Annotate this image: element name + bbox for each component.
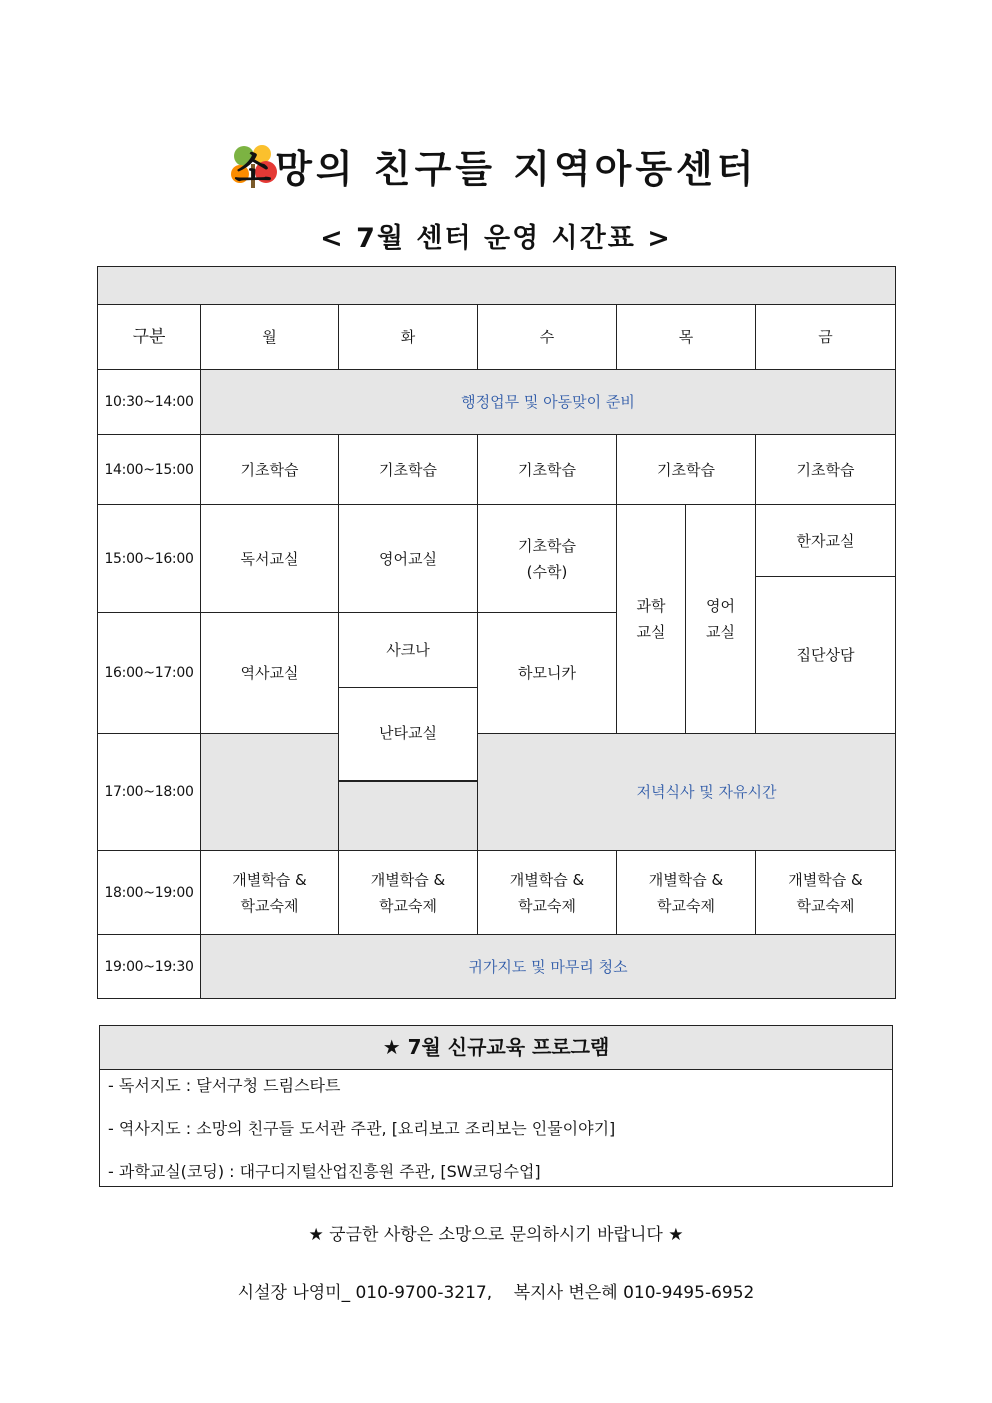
study-line2: 학교숙제 [657,896,715,915]
table-row [98,935,896,999]
time-cell: 10:30~14:00 [98,370,201,435]
header-band [98,267,896,305]
day-fri: 금 [756,305,896,370]
basic-math-line1: 기초학습 [518,536,576,555]
study-line1: 개별학습 & [232,870,307,889]
english2-line1: 영어 [706,597,735,615]
study-line1: 개별학습 & [370,870,446,889]
table-row [98,435,896,505]
hanja-cell: 한자교실 [756,505,896,577]
schedule-table [97,266,896,999]
day-tue: 화 [339,305,478,370]
day-mon: 월 [201,305,339,370]
science-line1: 과학 [636,597,666,615]
harmonica-cell: 하모니카 [478,613,617,734]
dinner-mon-band [201,734,339,851]
table-row [98,734,896,781]
program-item: - 역사지도 : 소망의 친구들 도서관 주관, [요리보고 조리보는 인물이야기] [108,1119,616,1138]
basic-mon: 기초학습 [201,435,339,505]
time-cell: 16:00~17:00 [98,613,201,734]
admin-cell: 행정업무 및 아동맞이 준비 [201,370,896,435]
history-cell: 역사교실 [201,613,339,734]
time-cell: 15:00~16:00 [98,505,201,613]
programs-heading: ★ 7월 신규교육 프로그램 [100,1026,892,1070]
study-line2: 학교숙제 [518,896,576,915]
basic-math-cell [478,505,617,613]
table-row [98,851,896,935]
time-cell: 18:00~19:00 [98,851,201,935]
basic-tue: 기초학습 [339,435,478,505]
group-cell: 집단상담 [756,577,896,734]
time-cell: 14:00~15:00 [98,435,201,505]
basic-thu: 기초학습 [617,435,756,505]
dinner-tue-band [339,782,478,851]
sakuna-cell: 사크나 [339,613,478,688]
reading-cell: 독서교실 [201,505,339,613]
study-line2: 학교숙제 [379,896,437,915]
program-item: - 독서지도 : 달서구청 드림스타트 [108,1076,341,1095]
programs-panel [99,1025,893,1187]
notice-text: ★ 궁금한 사항은 소망으로 문의하시기 바랍니다 ★ [308,1225,684,1245]
study-mon [201,851,339,935]
study-thu [617,851,756,935]
study-fri [756,851,896,935]
contact-text: 시설장 나영미_ 010-9700-3217, 복지사 변은혜 010-9495-6952 [237,1283,755,1303]
english2-cell [686,505,756,734]
table-row [98,305,896,370]
program-item: - 과학교실(코딩) : 대구디지털산업진흥원 주관, [SW코딩수업] [108,1162,541,1181]
study-line2: 학교숙제 [796,896,855,915]
table-row [98,505,896,577]
study-line1: 개별학습 & [788,870,863,889]
study-wed [478,851,617,935]
day-wed: 수 [478,305,617,370]
label-header: 구분 [98,305,201,370]
page-subtitle: < 7월 센터 운영 시간표 > [320,223,672,254]
basic-fri: 기초학습 [756,435,896,505]
basic-math-line2: (수학) [526,562,568,581]
time-cell: 19:00~19:30 [98,935,201,999]
study-tue [339,851,478,935]
time-cell: 17:00~18:00 [98,734,201,851]
basic-wed: 기초학습 [478,435,617,505]
dinner-cell: 저녁식사 및 자유시간 [478,734,896,851]
english2-line2: 교실 [706,623,735,641]
study-line1: 개별학습 & [509,870,585,889]
science-line2: 교실 [636,623,666,641]
closing-cell: 귀가지도 및 마무리 청소 [201,935,896,999]
science-cell [617,505,686,734]
study-line1: 개별학습 & [648,870,724,889]
english-cell: 영어교실 [339,505,478,613]
nanta-cell: 난타교실 [339,688,478,781]
page-title: 소망의 친구들 지역아동센터 [234,147,758,191]
day-thu: 목 [617,305,756,370]
table-row [98,370,896,435]
study-line2: 학교숙제 [240,896,299,915]
